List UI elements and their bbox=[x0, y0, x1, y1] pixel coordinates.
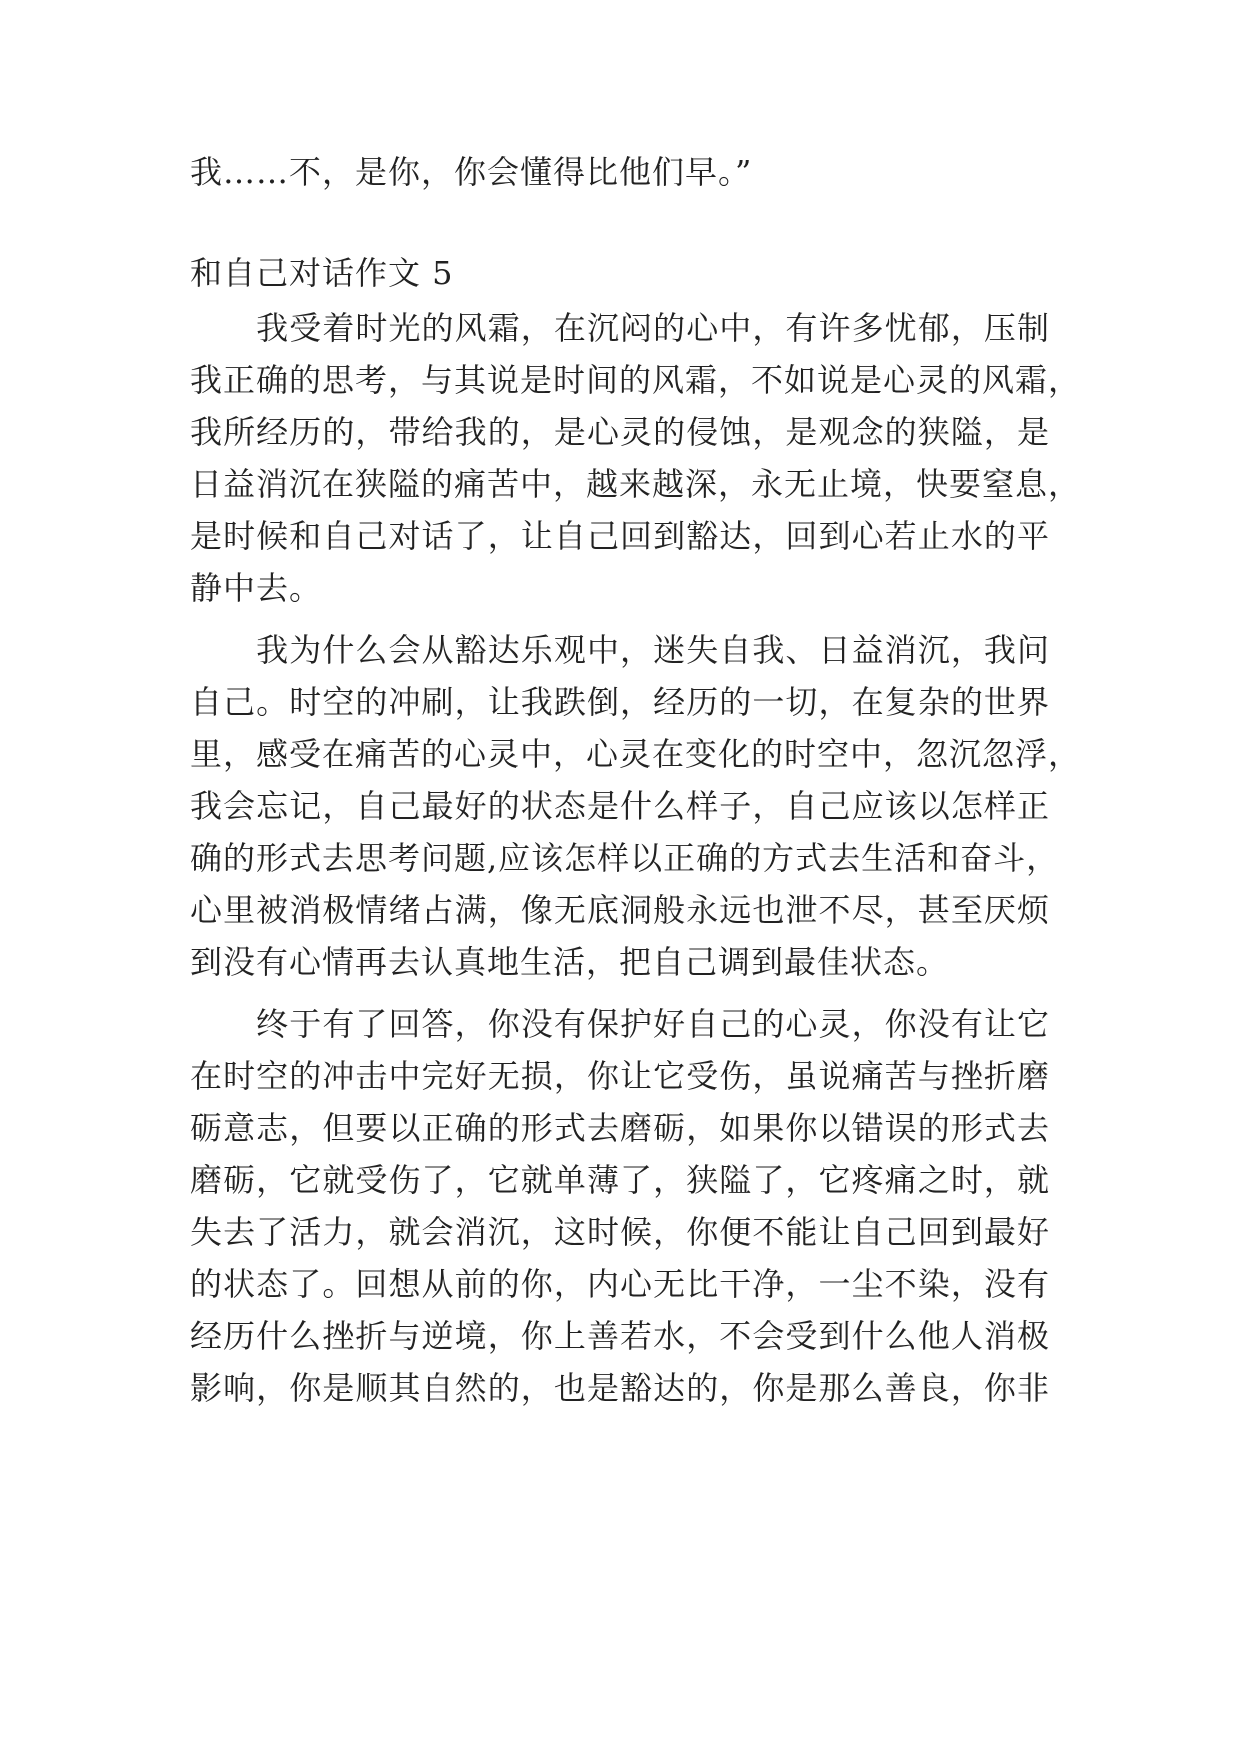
paragraph-2-line-1: 我为什么会从豁达乐观中，迷失自我、日益消沉，我问 bbox=[190, 631, 1050, 669]
paragraph-3-line-1: 终于有了回答，你没有保护好自己的心灵，你没有让它 bbox=[190, 1005, 1050, 1043]
paragraph-3-line-6: 的状态了。回想从前的你，内心无比干净，一尘不染，没有 bbox=[190, 1265, 1050, 1303]
paragraph-2-line-7: 到没有心情再去认真地生活，把自己调到最佳状态。 bbox=[190, 943, 950, 981]
paragraph-1-line-3: 我所经历的，带给我的，是心灵的侵蚀，是观念的狭隘，是 bbox=[190, 413, 1050, 451]
paragraph-1-line-1: 我受着时光的风霜，在沉闷的心中，有许多忧郁，压制 bbox=[190, 309, 1050, 347]
section-heading: 和自己对话作文 5 bbox=[190, 254, 454, 292]
paragraph-3-line-3: 砺意志，但要以正确的形式去磨砺，如果你以错误的形式去 bbox=[190, 1109, 1050, 1147]
paragraph-1-line-4: 日益消沉在狭隘的痛苦中，越来越深，永无止境，快要窒息， bbox=[190, 465, 1082, 503]
paragraph-1-line-5: 是时候和自己对话了，让自己回到豁达，回到心若止水的平 bbox=[190, 517, 1050, 555]
paragraph-2-line-3: 里，感受在痛苦的心灵中，心灵在变化的时空中，忽沉忽浮， bbox=[190, 735, 1082, 773]
paragraph-1-line-2: 我正确的思考，与其说是时间的风霜，不如说是心灵的风霜， bbox=[190, 361, 1082, 399]
paragraph-1-line-6: 静中去。 bbox=[190, 569, 323, 607]
paragraph-3-line-7: 经历什么挫折与逆境，你上善若水，不会受到什么他人消极 bbox=[190, 1317, 1050, 1355]
opening-line: 我……不，是你，你会懂得比他们早。” bbox=[190, 153, 753, 191]
paragraph-3-line-4: 磨砺，它就受伤了，它就单薄了，狭隘了，它疼痛之时，就 bbox=[190, 1161, 1050, 1199]
paragraph-3-line-8: 影响，你是顺其自然的，也是豁达的，你是那么善良，你非 bbox=[190, 1369, 1050, 1407]
paragraph-3-line-5: 失去了活力，就会消沉，这时候，你便不能让自己回到最好 bbox=[190, 1213, 1050, 1251]
paragraph-2-line-5: 确的形式去思考问题,应该怎样以正确的方式去生活和奋斗， bbox=[190, 839, 1060, 877]
paragraph-2-line-2: 自己。时空的冲刷，让我跌倒，经历的一切，在复杂的世界 bbox=[190, 683, 1050, 721]
paragraph-2-line-4: 我会忘记，自己最好的状态是什么样子，自己应该以怎样正 bbox=[190, 787, 1050, 825]
paragraph-3-line-2: 在时空的冲击中完好无损，你让它受伤，虽说痛苦与挫折磨 bbox=[190, 1057, 1050, 1095]
paragraph-2-line-6: 心里被消极情绪占满，像无底洞般永远也泄不尽，甚至厌烦 bbox=[190, 891, 1050, 929]
